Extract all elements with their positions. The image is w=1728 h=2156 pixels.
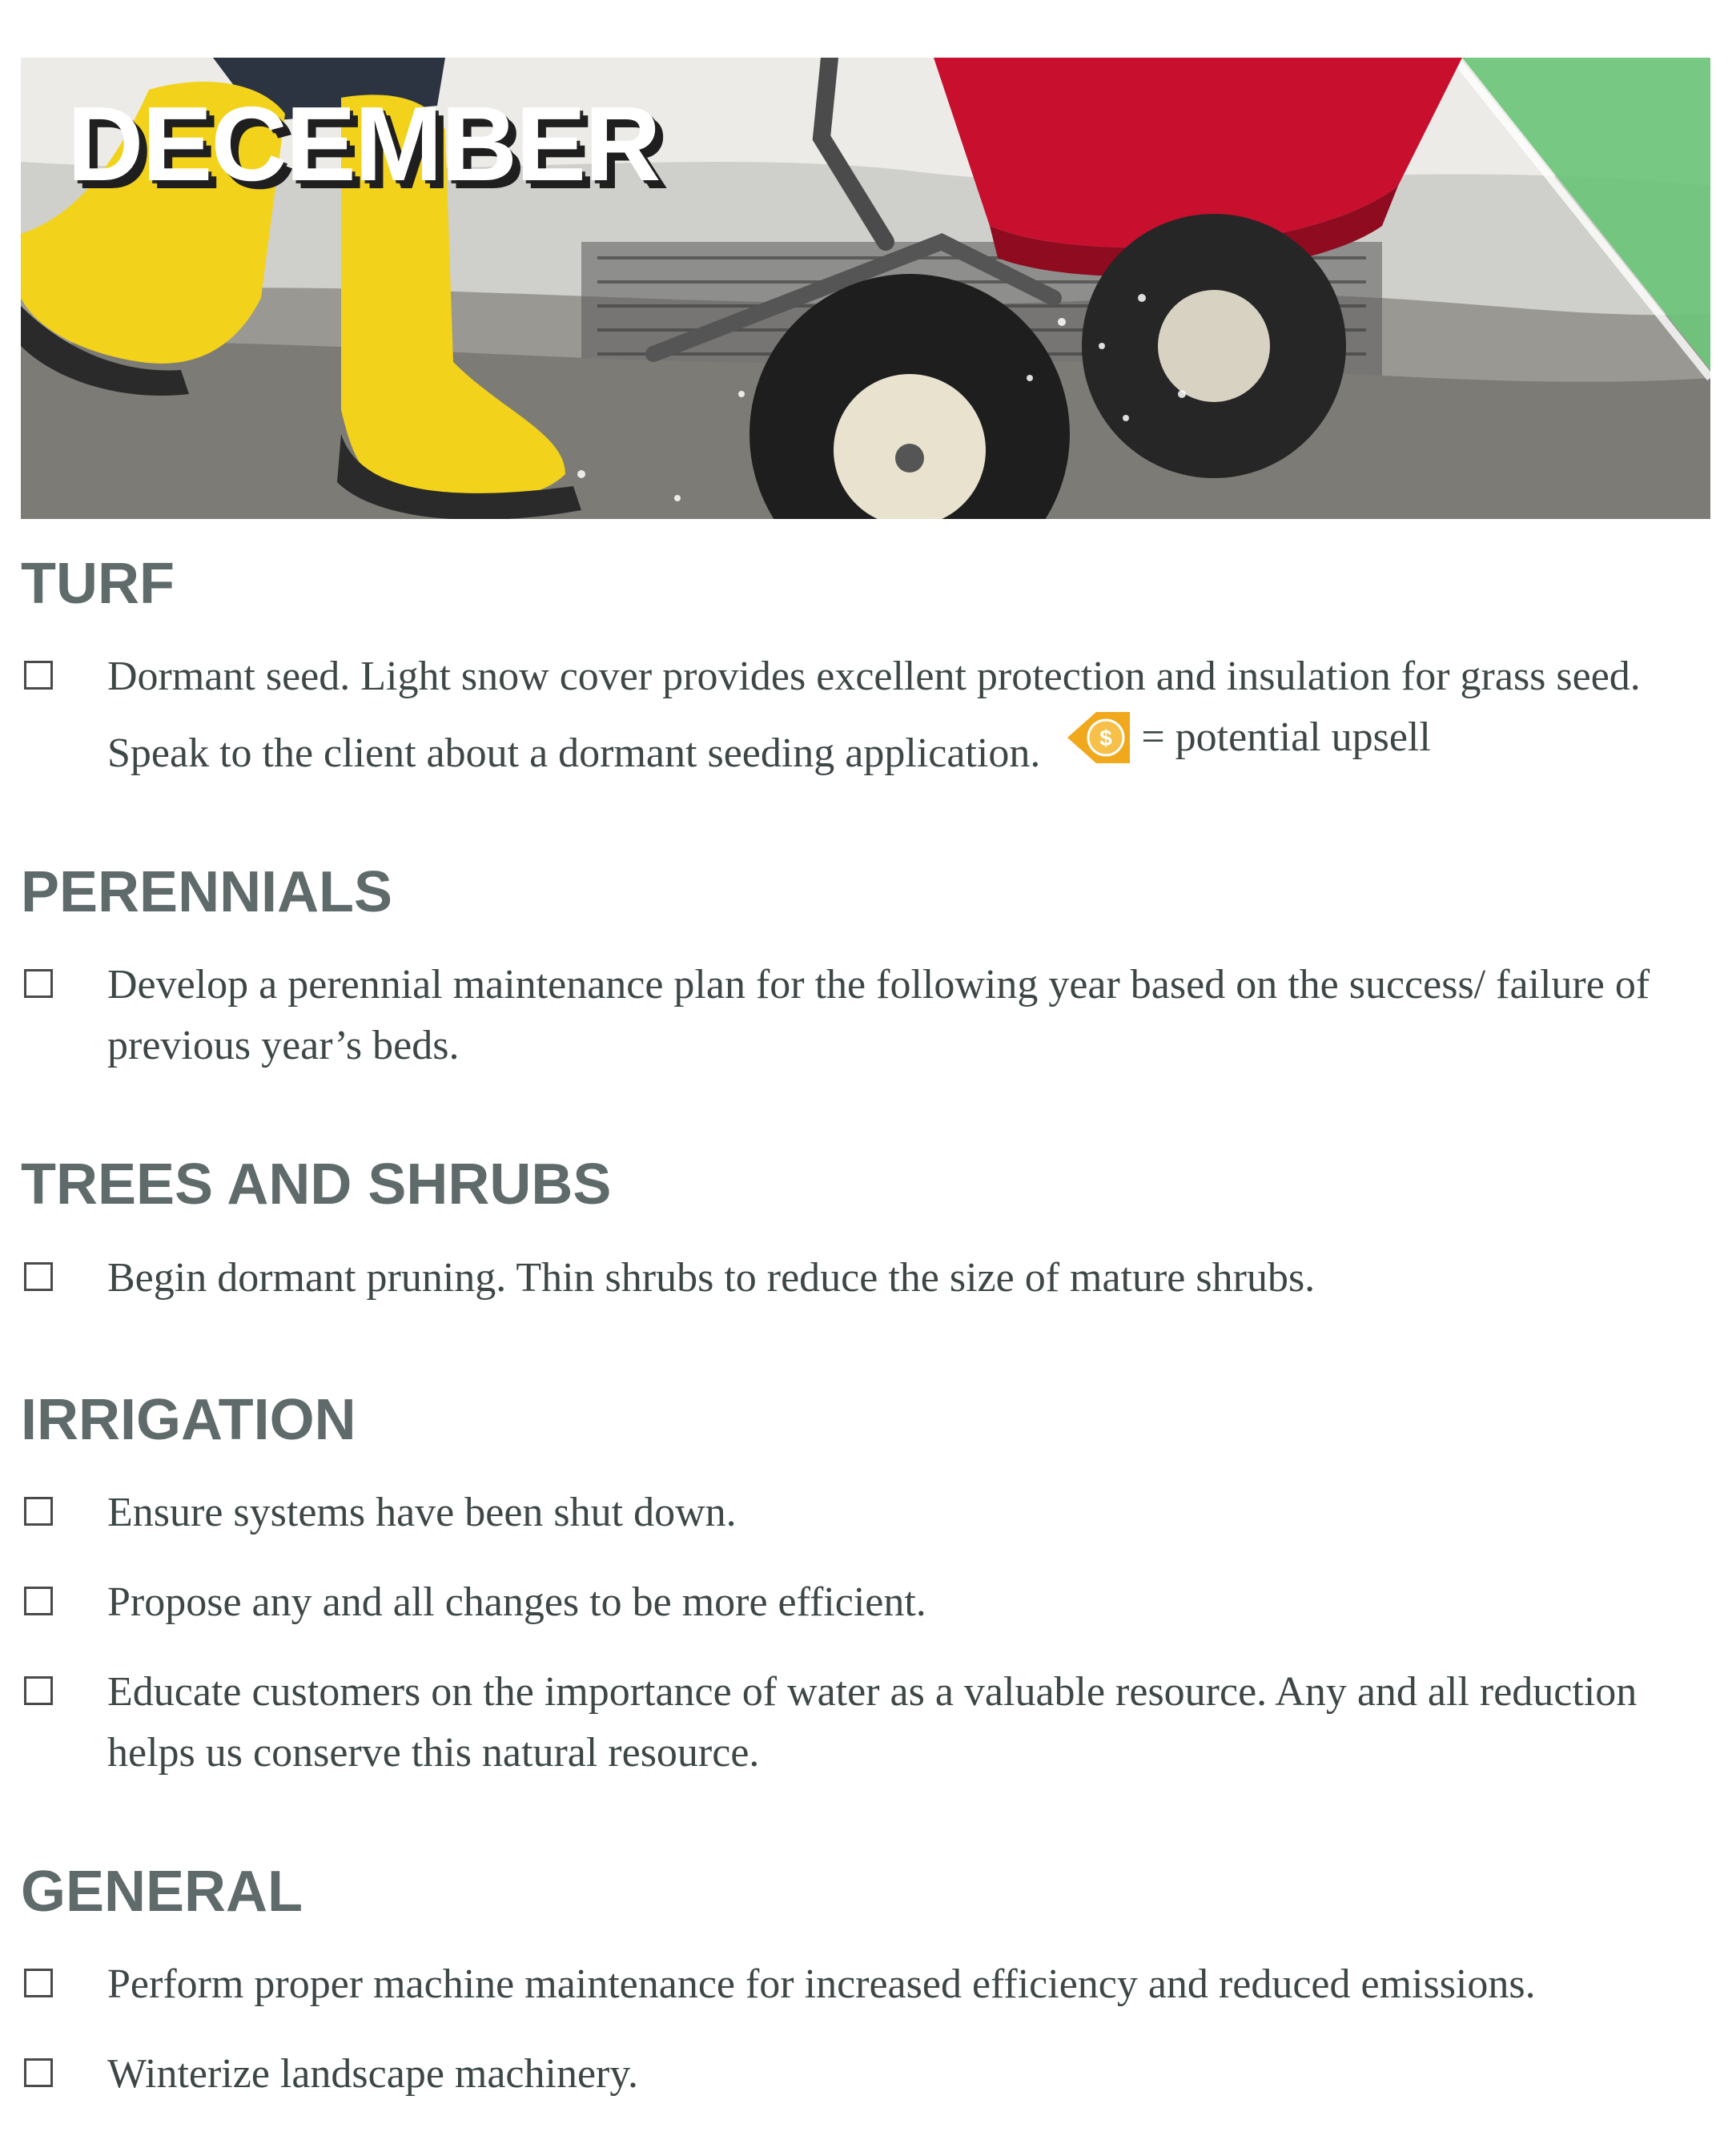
- task-text: Educate customers on the importance of water as a valuable resource. Any and all reduction helps us conserve this natural resource.: [107, 1668, 1638, 1776]
- section-heading: TREES AND SHRUBS: [21, 1152, 612, 1217]
- task-text: [107, 646, 1701, 784]
- checklist-content: [21, 553, 1702, 2105]
- task-list: [21, 1482, 1702, 1784]
- task-text: Ensure systems have been shut down.: [107, 1489, 737, 1535]
- header-banner: [21, 58, 1710, 519]
- dollar-tag-icon: [1064, 709, 1133, 766]
- task-checkbox[interactable]: [24, 1676, 53, 1705]
- page-title: DECEMBER: [67, 85, 660, 203]
- task-list: [21, 1248, 1702, 1309]
- section-heading: TURF: [21, 552, 175, 616]
- task-text: Perform proper machine maintenance for increased efficiency and reduced emissions.: [107, 1961, 1536, 2007]
- section-trees-and-shrubs: [21, 1153, 1702, 1308]
- section-perennials: [21, 861, 1702, 1076]
- list-item: [21, 1248, 1702, 1309]
- list-item: [21, 955, 1702, 1076]
- task-list: [21, 955, 1702, 1076]
- list-item: [21, 1954, 1702, 2015]
- section-heading: PERENNIALS: [21, 860, 393, 925]
- task-list: [21, 1954, 1702, 2105]
- task-checkbox[interactable]: [24, 1969, 53, 1997]
- task-checkbox[interactable]: [24, 1587, 53, 1615]
- task-checkbox[interactable]: [24, 1497, 53, 1526]
- section-turf: [21, 553, 1702, 784]
- task-checkbox[interactable]: [24, 2058, 53, 2087]
- list-item: [21, 2044, 1702, 2105]
- task-text: Begin dormant pruning. Thin shrubs to reduce the size of mature shrubs.: [107, 1254, 1316, 1301]
- section-irrigation: [21, 1389, 1702, 1784]
- section-heading: GENERAL: [21, 1859, 303, 1924]
- section-heading: IRRIGATION: [21, 1387, 356, 1452]
- list-item: [21, 1482, 1702, 1543]
- task-checkbox[interactable]: [24, 1262, 53, 1291]
- task-text: Winterize landscape machinery.: [107, 2050, 638, 2097]
- svg-text:$: $: [1099, 726, 1113, 751]
- task-description: Dormant seed. Light snow cover provides excellent protection and insulation for grass seed. Speak to the client about a dormant seeding application.: [107, 654, 1641, 777]
- task-checkbox[interactable]: [24, 661, 53, 690]
- task-text: Develop a perennial maintenance plan for the following year based on the success/ failure of previous year’s beds.: [107, 962, 1650, 1069]
- task-text: Propose any and all changes to be more efficient.: [107, 1579, 926, 1625]
- upsell-label: = potential upsell: [1141, 714, 1431, 761]
- upsell-legend: [1064, 707, 1431, 768]
- task-list: [21, 646, 1702, 784]
- list-item: [21, 1662, 1702, 1784]
- list-item: [21, 646, 1702, 784]
- section-general: [21, 1860, 1702, 2105]
- list-item: [21, 1572, 1702, 1633]
- task-checkbox[interactable]: [24, 969, 53, 998]
